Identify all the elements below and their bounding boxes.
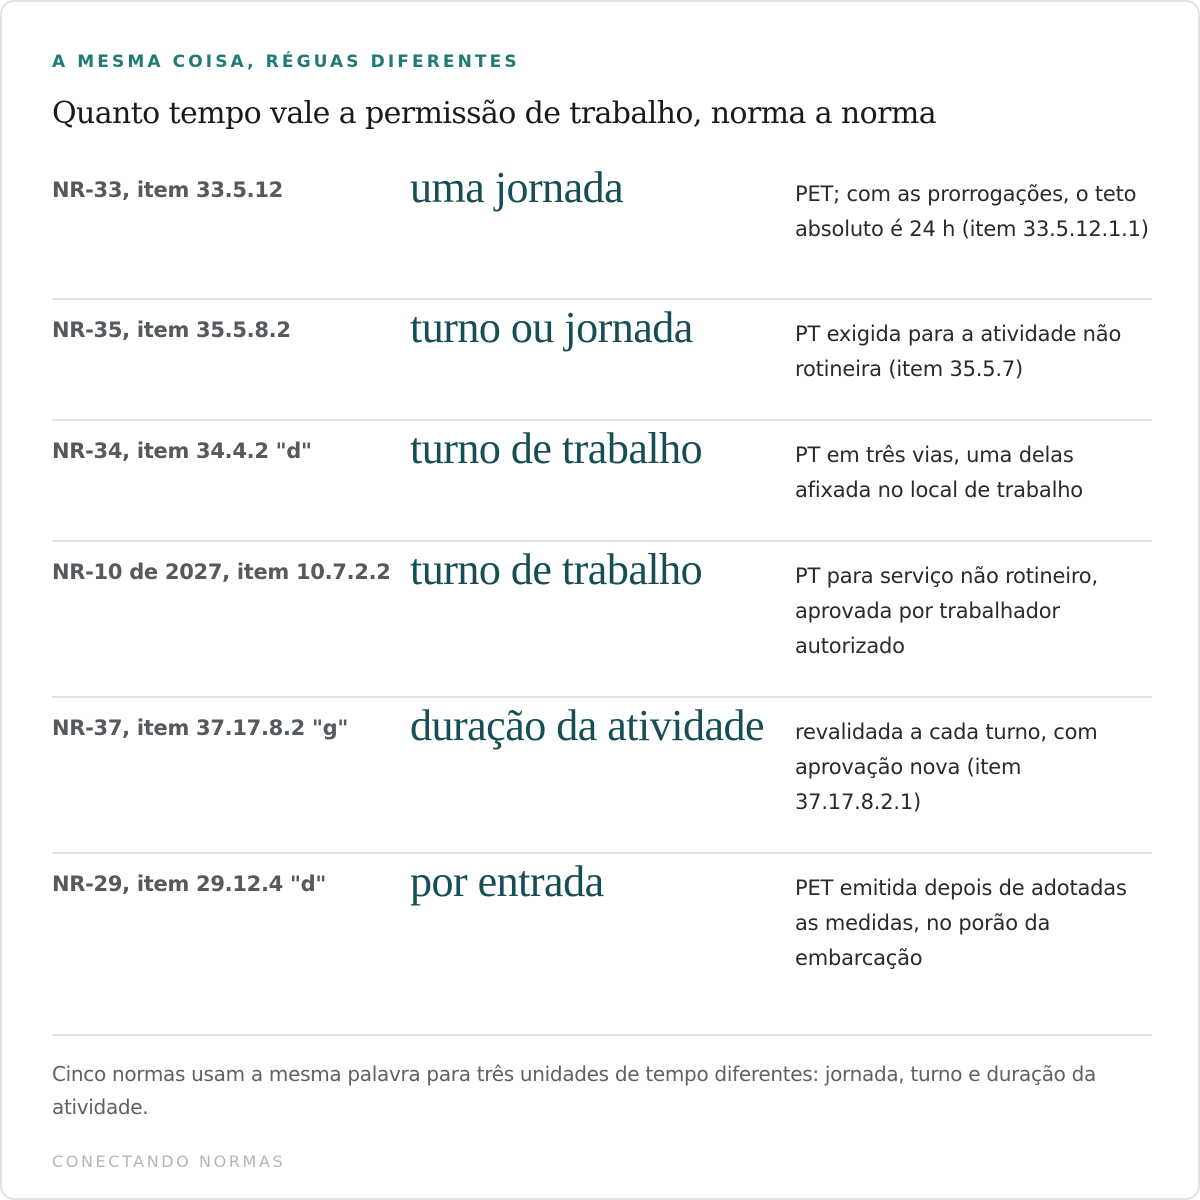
norm-reference: NR-33, item 33.5.12 <box>52 178 283 202</box>
norm-reference: NR-29, item 29.12.4 "d" <box>52 872 326 896</box>
norm-reference: NR-34, item 34.4.2 "d" <box>52 439 312 463</box>
brand-label: CONECTANDO NORMAS <box>52 1152 286 1171</box>
norm-reference: NR-35, item 35.5.8.2 <box>52 318 291 342</box>
norm-note: PT exigida para a atividade não rotineira (item 35.5.7) <box>795 322 1122 381</box>
duration-term: turno de trabalho <box>410 424 703 473</box>
summary-footnote: Cinco normas usam a mesma palavra para três unidades de tempo diferentes: jornada, turno e duração da atividade. <box>52 1062 1096 1119</box>
table-row <box>52 698 1152 854</box>
duration-term: turno ou jornada <box>410 303 693 352</box>
table-row <box>52 854 1152 1036</box>
table-row <box>52 542 1152 698</box>
duration-term: duração da atividade <box>410 701 765 750</box>
table-row <box>52 421 1152 542</box>
page-title: Quanto tempo vale a permissão de trabalho, norma a norma <box>52 96 936 131</box>
table-row <box>52 160 1152 300</box>
norms-table <box>52 160 1152 1036</box>
norm-note: PT em três vias, uma delas afixada no local de trabalho <box>795 443 1083 502</box>
norm-note: PET; com as prorrogações, o teto absoluto é 24 h (item 33.5.12.1.1) <box>795 182 1149 241</box>
eyebrow-label: A MESMA COISA, RÉGUAS DIFERENTES <box>52 52 520 72</box>
duration-term: por entrada <box>410 857 604 906</box>
duration-term: turno de trabalho <box>410 545 703 594</box>
table-row <box>52 300 1152 421</box>
norm-note: PT para serviço não rotineiro, aprovada por trabalhador autorizado <box>795 564 1098 658</box>
norm-reference: NR-10 de 2027, item 10.7.2.2 <box>52 560 391 584</box>
norm-note: revalidada a cada turno, com aprovação nova (item 37.17.8.2.1) <box>795 720 1098 814</box>
norm-reference: NR-37, item 37.17.8.2 "g" <box>52 716 348 740</box>
duration-term: uma jornada <box>410 163 624 212</box>
norm-note: PET emitida depois de adotadas as medidas, no porão da embarcação <box>795 876 1127 970</box>
